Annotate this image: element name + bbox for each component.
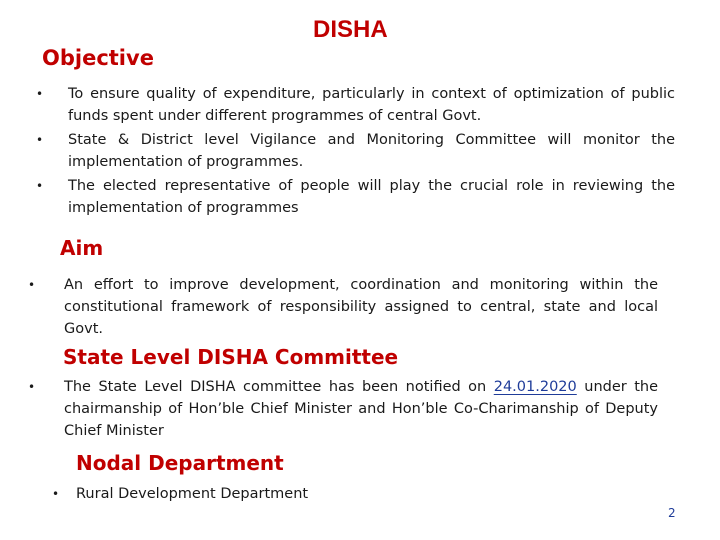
aim-list [28,274,658,340]
list-item [36,129,675,173]
objective-item-text: State & District level Vigilance and Monitoring Committee will monitor the implementation of programmes. [68,132,675,170]
aim-item-text: An effort to improve development, coordination and monitoring within the constitutional framework of responsibility assigned to central, state and local Govt. [64,277,658,337]
nodal-department-heading: Nodal Department [76,451,284,475]
nodal-item-text: Rural Development Department [76,486,309,502]
notified-date-link[interactable]: 24.01.2020 [493,379,577,395]
bullet-icon: • [36,87,44,101]
objective-item-text: The elected representative of people will play the crucial role in reviewing the implementation of programmes [68,178,675,216]
state-committee-text-after: under the chairmanship of Hon’ble Chief Minister and Hon’ble Co-Charimanship of Deputy Chief Minister [64,379,658,439]
state-committee-text-before: The State Level DISHA committee has been notified on [64,379,494,395]
slide-title: DISHA [313,16,388,43]
list-item [28,376,658,442]
bullet-icon: • [36,133,44,147]
list-item [52,483,476,505]
list-item [36,175,675,219]
state-committee-item-text [64,376,658,442]
objective-item-text: To ensure quality of expenditure, particularly in context of optimization of public funds spent under different programmes of central Govt. [68,86,675,124]
list-item [36,83,675,127]
aim-heading: Aim [60,236,104,260]
objective-heading: Objective [42,46,154,70]
bullet-icon: • [28,278,36,292]
bullet-icon: • [36,179,44,193]
page-number: 2 [668,506,676,520]
list-item [28,274,658,340]
bullet-icon: • [28,380,36,394]
nodal-department-list [52,483,476,505]
state-committee-list [28,376,658,442]
bullet-icon: • [52,487,60,501]
state-committee-heading: State Level DISHA Committee [63,345,399,369]
objective-list [36,83,675,219]
